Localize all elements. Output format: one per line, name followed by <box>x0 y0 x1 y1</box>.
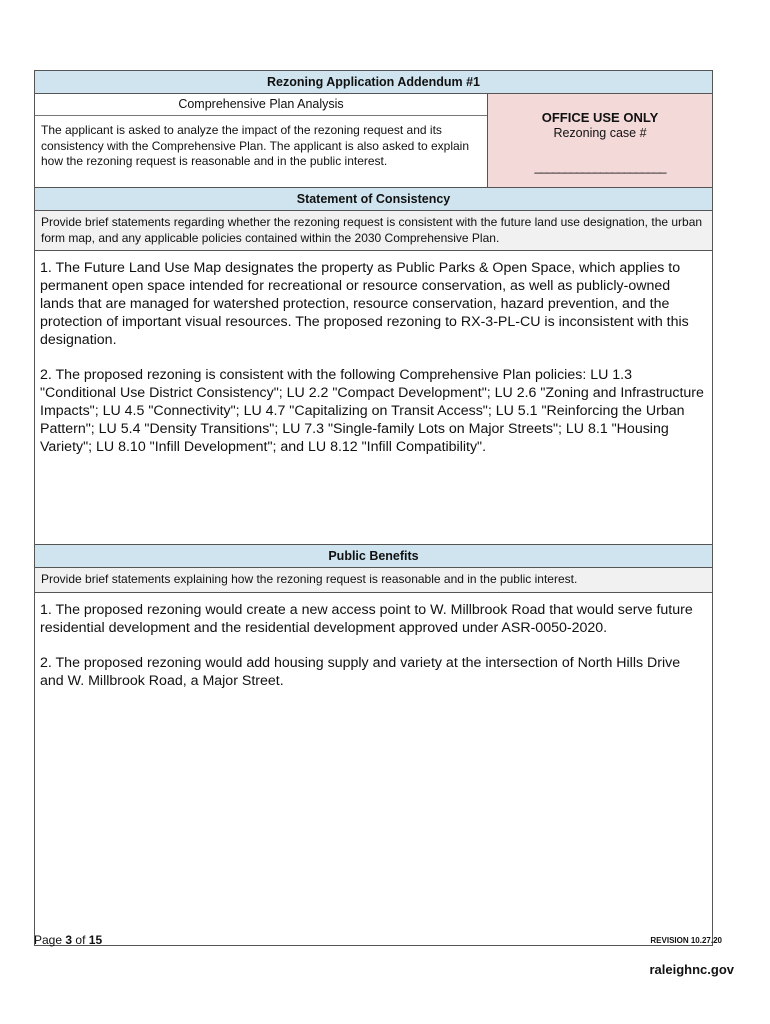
rezoning-case-label: Rezoning case # <box>553 126 647 140</box>
revision-label: REVISION 10.27.20 <box>650 936 722 945</box>
benefits-answer[interactable] <box>35 593 712 945</box>
benefits-title: Public Benefits <box>35 545 712 568</box>
benefits-instructions: Provide brief statements explaining how the rezoning request is reasonable and in the public interest. <box>35 568 712 593</box>
analysis-title: Comprehensive Plan Analysis <box>35 94 487 116</box>
consistency-answer[interactable] <box>35 251 712 545</box>
page-current: 3 <box>65 933 73 947</box>
office-use-title: OFFICE USE ONLY <box>541 110 659 125</box>
header-row <box>35 94 712 188</box>
addendum-form <box>34 70 713 946</box>
consistency-title: Statement of Consistency <box>35 188 712 211</box>
office-use-box <box>488 94 712 187</box>
benefits-paragraph: 2. The proposed rezoning would add housing supply and variety at the intersection of North Hills Drive and W. Millbrook Road, a Major Street. <box>40 654 681 689</box>
page-total: 15 <box>88 933 103 947</box>
site-url: raleighnc.gov <box>649 962 734 977</box>
analysis-text: The applicant is asked to analyze the impact of the rezoning request and its consistency with the Comprehensive Plan. The applicant is also asked to explain how the rezoning request is reasonable and in the public interest. <box>41 123 470 168</box>
consistency-paragraph: 2. The proposed rezoning is consistent with the following Comprehensive Plan policies: LU 1.3 "Conditional Use District Consistency"; LU 2.2 "Compact Development"; LU 2.6 "Zoning and Infrastructure Impacts"; LU 4.5 "Connectivity"; LU 4.7 "Capitalizing on Transit Access"; LU 5.1 "Reinforcing the Urban Pattern"; LU 5.4 "Density Transitions"; LU 7.3 "Single-family Lots on Major Streets"; LU 8.1 "Housing Variety"; LU 8.10 "Infill Development"; and LU 8.12 "Infill Compatibility". <box>40 367 704 455</box>
benefits-paragraph: 1. The proposed rezoning would create a new access point to W. Millbrook Road that would serve future residential development and the residential development approved under ASR-0050-2020. <box>40 601 693 636</box>
form-title: Rezoning Application Addendum #1 <box>35 71 712 94</box>
consistency-instructions: Provide brief statements regarding whether the rezoning request is consistent with the future land use designation, the urban form map, and any applicable policies contained within the 2030 Comprehensive Plan. <box>35 211 712 251</box>
consistency-paragraph: 1. The Future Land Use Map designates the property as Public Parks & Open Space, which applies to permanent open space intended for recreational or resource conservation, as well as publicly-owned lands that are managed for watershed protection, resource conservation, hazard prevention, and the protection of important visual resources. The proposed rezoning to RX-3-PL-CU is inconsistent with this designation. <box>40 260 689 348</box>
page-of: of <box>75 933 86 947</box>
page-number <box>34 933 102 947</box>
rezoning-case-field: ______________________ <box>534 160 666 174</box>
analysis-section <box>35 94 488 187</box>
page-label: Page <box>34 933 63 947</box>
